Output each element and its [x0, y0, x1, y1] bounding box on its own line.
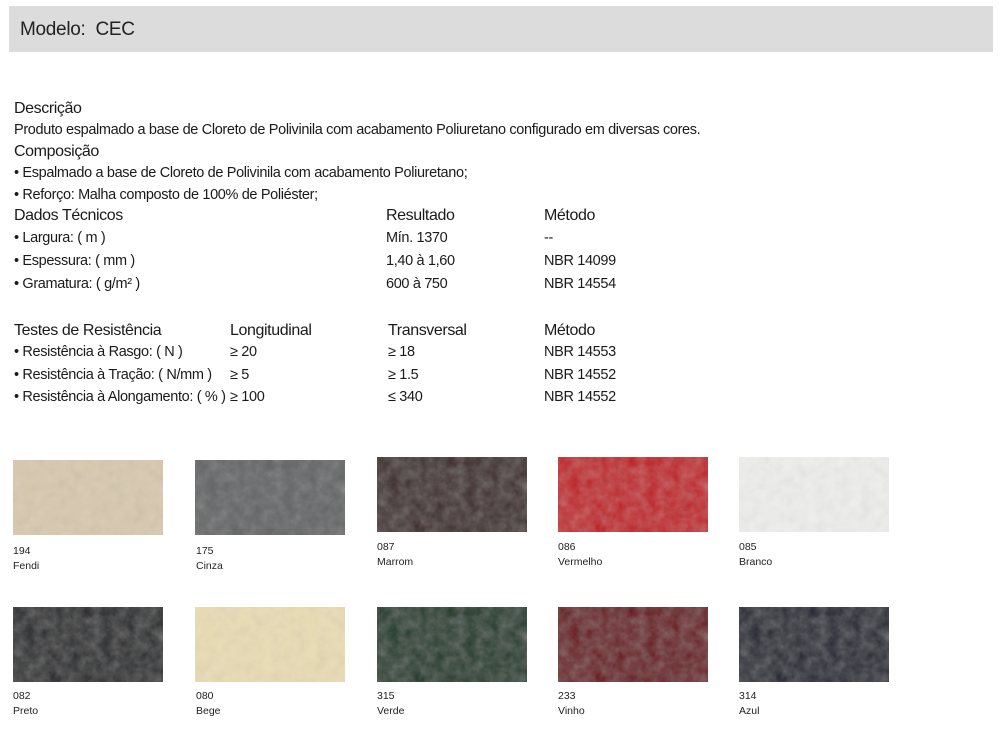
technical-row-label: • Largura: ( m )	[14, 230, 106, 246]
leather-texture	[558, 607, 708, 682]
technical-row-result: Mín. 1370	[386, 230, 448, 246]
model-title	[20, 19, 145, 41]
composition-item: • Reforço: Malha composto de 100% de Poliéster;	[14, 187, 318, 203]
swatch-code: 194	[13, 545, 31, 557]
technical-row-result: 600 à 750	[386, 276, 448, 292]
swatch-code: 314	[739, 690, 757, 702]
swatch-code: 315	[377, 690, 395, 702]
technical-row-method: --	[544, 230, 553, 246]
tests-row-label: • Resistência à Rasgo: ( N )	[14, 344, 183, 360]
tests-row-transversal: ≤ 340	[388, 389, 423, 405]
swatch-code: 085	[739, 541, 757, 553]
model-value: CEC	[95, 19, 135, 40]
tests-row-longitudinal: ≥ 100	[230, 389, 265, 405]
swatch-code: 175	[196, 545, 214, 557]
tests-row-label: • Resistência à Alongamento: ( % )	[14, 389, 226, 405]
swatch-name: Preto	[13, 705, 39, 717]
technical-header-label: Dados Técnicos	[14, 207, 123, 224]
swatch-name: Verde	[377, 705, 405, 717]
swatch	[195, 460, 345, 535]
leather-texture	[13, 607, 163, 682]
swatch	[195, 607, 345, 682]
swatch	[739, 607, 889, 682]
technical-row-label: • Gramatura: ( g/m² )	[14, 276, 140, 292]
swatch-name: Bege	[196, 705, 221, 717]
leather-texture	[739, 607, 889, 682]
tests-header-longitudinal: Longitudinal	[230, 322, 312, 339]
tests-row-longitudinal: ≥ 20	[230, 344, 257, 360]
tests-row-transversal: ≥ 18	[388, 344, 415, 360]
tests-row-method: NBR 14553	[544, 344, 616, 360]
swatch-name: Vermelho	[558, 556, 603, 568]
model-header	[9, 6, 993, 52]
leather-texture	[377, 457, 527, 532]
swatch-name: Fendi	[13, 560, 40, 572]
swatch	[558, 607, 708, 682]
swatch-code: 080	[196, 690, 214, 702]
tests-header-transversal: Transversal	[388, 322, 467, 339]
composition-heading: Composição	[14, 143, 99, 160]
tests-header-method: Método	[544, 322, 595, 339]
tests-row-longitudinal: ≥ 5	[230, 367, 250, 383]
technical-row-result: 1,40 à 1,60	[386, 253, 455, 269]
technical-row-method: NBR 14099	[544, 253, 616, 269]
leather-texture	[558, 457, 708, 532]
swatch	[377, 607, 527, 682]
swatch-code: 082	[13, 690, 31, 702]
swatch-code: 233	[558, 690, 576, 702]
swatch	[377, 457, 527, 532]
tests-row-label: • Resistência à Tração: ( N/mm )	[14, 367, 212, 383]
technical-row-label: • Espessura: ( mm )	[14, 253, 135, 269]
leather-texture	[739, 457, 889, 532]
technical-row-method: NBR 14554	[544, 276, 616, 292]
swatch-code: 086	[558, 541, 576, 553]
leather-texture	[195, 607, 345, 682]
tests-row-method: NBR 14552	[544, 367, 616, 383]
tests-row-transversal: ≥ 1.5	[388, 367, 419, 383]
swatch-name: Cinza	[196, 560, 223, 572]
swatch-code: 087	[377, 541, 395, 553]
swatch-name: Branco	[739, 556, 773, 568]
leather-texture	[377, 607, 527, 682]
tests-row-method: NBR 14552	[544, 389, 616, 405]
leather-texture	[13, 460, 163, 535]
description-heading: Descrição	[14, 100, 82, 117]
description-text: Produto espalmado a base de Cloreto de Polivinila com acabamento Poliuretano configurado em diversas cores.	[14, 122, 701, 138]
model-label: Modelo:	[20, 19, 86, 40]
swatch-name: Vinho	[558, 705, 585, 717]
composition-item: • Espalmado a base de Cloreto de Polivinila com acabamento Poliuretano;	[14, 165, 468, 181]
swatch-name: Azul	[739, 705, 760, 717]
technical-header-method: Método	[544, 207, 595, 224]
tests-header-label: Testes de Resistência	[14, 322, 162, 339]
technical-header-result: Resultado	[386, 207, 455, 224]
swatch	[739, 457, 889, 532]
leather-texture	[195, 460, 345, 535]
swatch	[13, 460, 163, 535]
swatch	[13, 607, 163, 682]
swatch-name: Marrom	[377, 556, 414, 568]
swatch	[558, 457, 708, 532]
